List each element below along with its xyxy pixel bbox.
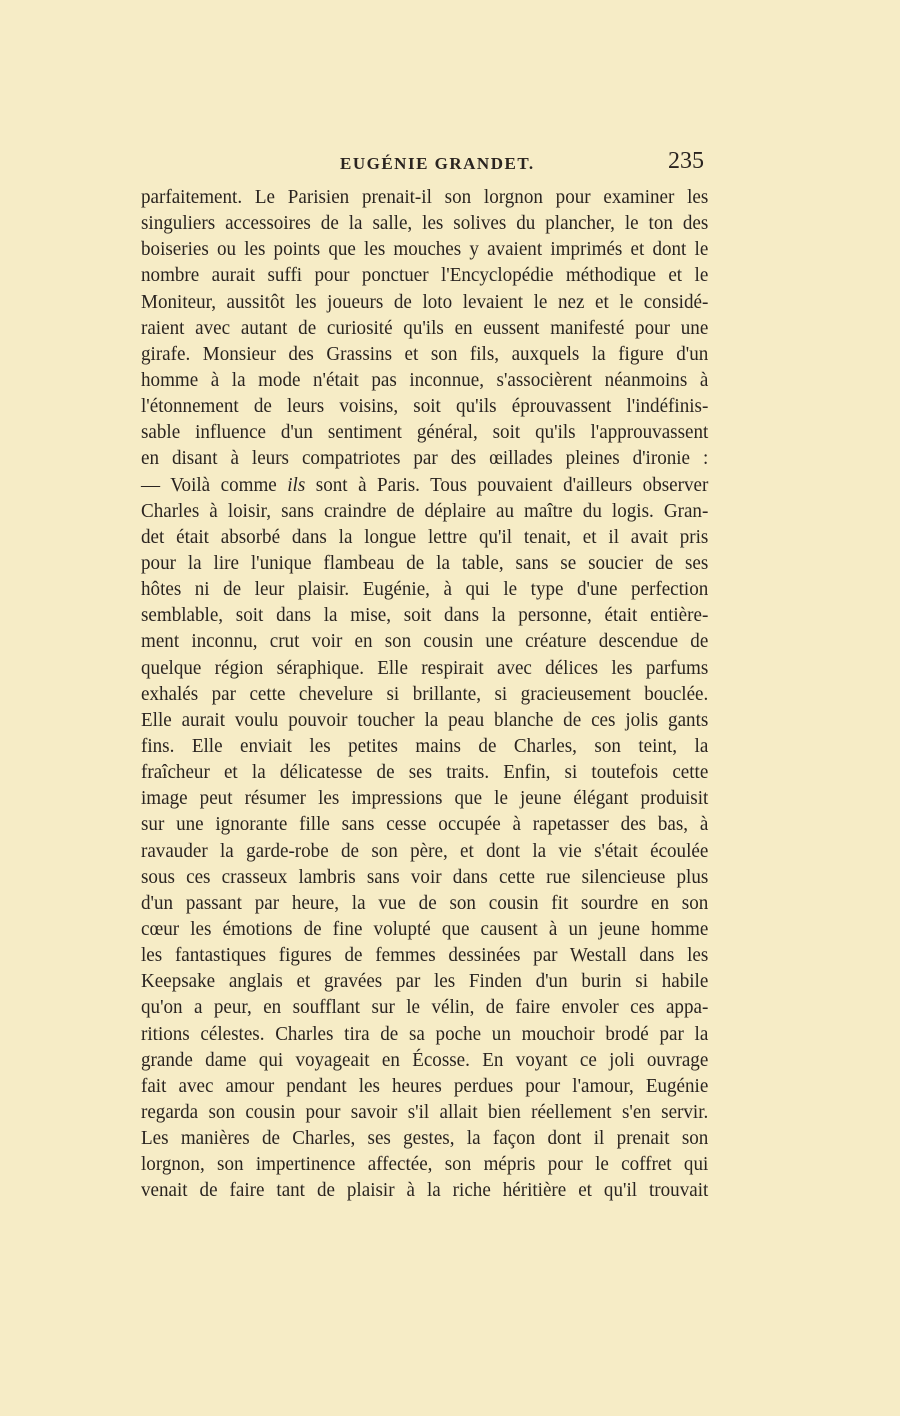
text-line: girafe. Monsieur des Grassins et son fils, auxquels la figure d'un: [141, 342, 709, 365]
text-line: sous ces crasseux lambris sans voir dans cette rue silencieuse plus: [141, 865, 709, 888]
text-line: regarda son cousin pour savoir s'il allait bien réellement s'en servir.: [141, 1100, 709, 1123]
text-line: image peut résumer les impressions que le jeune élégant produisit: [141, 787, 709, 810]
text-line: qu'on a peur, en soufflant sur le vélin, de faire envoler ces appa-: [141, 996, 709, 1019]
text-line: raient avec autant de curiosité qu'ils en eussent manifesté pour une: [141, 316, 709, 339]
text-line: sable influence d'un sentiment général, soit qu'ils l'approuvassent: [141, 421, 709, 444]
text-line: Keepsake anglais et gravées par les Finden d'un burin si habile: [141, 970, 709, 993]
text-line: — Voilà comme ils sont à Paris. Tous pouvaient d'ailleurs observer: [141, 473, 709, 496]
text-line: grande dame qui voyageait en Écosse. En voyant ce joli ouvrage: [141, 1048, 709, 1071]
text-line: semblable, soit dans la mise, soit dans la personne, était entière-: [141, 604, 709, 627]
running-title: EUGÉNIE GRANDET.: [340, 154, 535, 173]
text-line: pour la lire l'unique flambeau de la table, sans se soucier de ses: [141, 551, 709, 574]
text-line: parfaitement. Le Parisien prenait-il son lorgnon pour examiner les: [141, 186, 709, 208]
text-line: Elle aurait voulu pouvoir toucher la peau blanche de ces jolis gants: [141, 708, 709, 731]
text-line: d'un passant par heure, la vue de son cousin fit sourdre en son: [141, 891, 709, 914]
text-line: les fantastiques figures de femmes dessinées par Westall dans les: [141, 944, 709, 967]
text-line: ment inconnu, crut voir en son cousin une créature descendue de: [141, 630, 709, 653]
text-line: lorgnon, son impertinence affectée, son mépris pour le coffret qui: [141, 1153, 709, 1176]
page-header: [143, 148, 708, 178]
text-line: exhalés par cette chevelure si brillante, si gracieusement bouclée.: [141, 682, 709, 705]
text-line: venait de faire tant de plaisir à la riche héritière et qu'il trouvait: [141, 1179, 709, 1202]
text-line: hôtes ni de leur plaisir. Eugénie, à qui le type d'une perfection: [141, 578, 709, 601]
text-line: det était absorbé dans la longue lettre qu'il tenait, et il avait pris: [141, 525, 709, 548]
text-line: l'étonnement de leurs voisins, soit qu'ils éprouvassent l'indéfinis-: [141, 395, 709, 418]
text-line: boiseries ou les points que les mouches y avaient imprimés et dont le: [141, 238, 709, 261]
text-line: cœur les émotions de fine volupté que causent à un jeune homme: [141, 917, 709, 940]
text-line: nombre aurait suffi pour ponctuer l'Encyclopédie méthodique et le: [141, 264, 709, 287]
text-line: fait avec amour pendant les heures perdues pour l'amour, Eugénie: [141, 1074, 709, 1097]
text-line: singuliers accessoires de la salle, les solives du plancher, le ton des: [141, 212, 709, 235]
text-line: Moniteur, aussitôt les joueurs de loto levaient le nez et le considé-: [141, 290, 709, 313]
text-line: ritions célestes. Charles tira de sa poche un mouchoir brodé par la: [141, 1022, 709, 1045]
text-line: homme à la mode n'était pas inconnue, s'associèrent néanmoins à: [141, 368, 709, 391]
text-line: Les manières de Charles, ses gestes, la façon dont il prenait son: [141, 1127, 709, 1150]
text-line: sur une ignorante fille sans cesse occupée à rapetasser des bas, à: [141, 813, 709, 836]
text-line: fraîcheur et la délicatesse de ses traits. Enfin, si toutefois cette: [141, 761, 709, 784]
text-line: fins. Elle enviait les petites mains de Charles, son teint, la: [141, 734, 709, 757]
page-number: 235: [668, 148, 704, 174]
text-line: en disant à leurs compatriotes par des œillades pleines d'ironie :: [141, 447, 709, 470]
text-line: Charles à loisir, sans craindre de déplaire au maître du logis. Gran-: [141, 499, 709, 522]
text-line: ravauder la garde-robe de son père, et dont la vie s'était écoulée: [141, 839, 709, 862]
body-text: [141, 184, 708, 1203]
text-line: quelque région séraphique. Elle respirait avec délices les parfums: [141, 656, 709, 679]
